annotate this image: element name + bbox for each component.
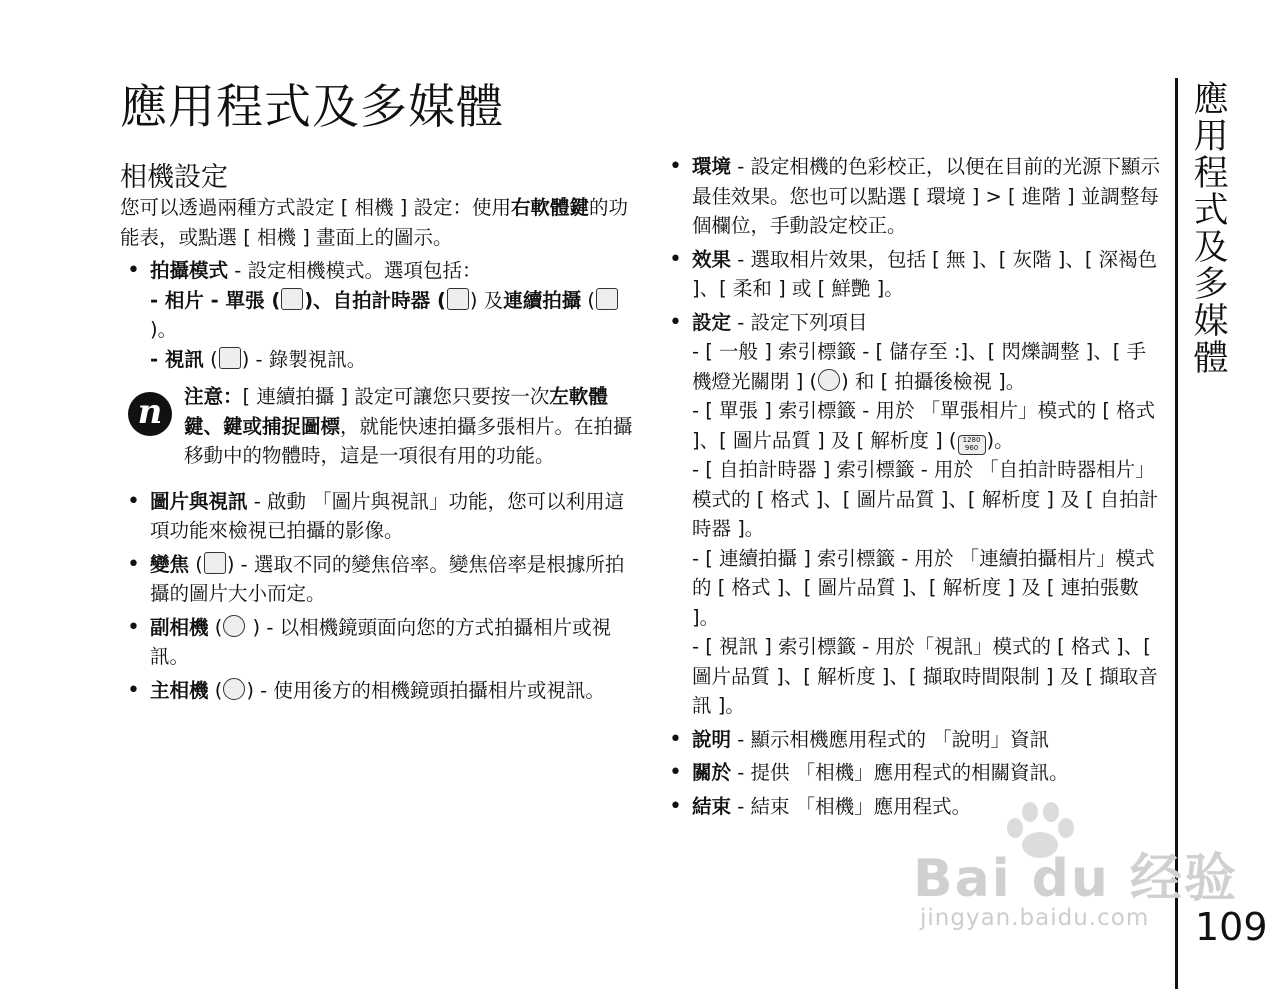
page-number: 109 [1195,905,1268,949]
list-item-environment [662,152,1162,241]
secondary-camera-icon [223,615,245,637]
flash-off-icon [818,369,840,391]
section-heading: 相機設定 [120,162,228,193]
single-text: - [ 單張 ] 索引標籤 - 用於 「單張相片」模式的 [ 格式 ]、[ 圖片品質 ] 及 [ 解析度 ] ( [692,399,1156,452]
term: 關於 [692,761,732,784]
desc: ) - 選取不同的變焦倍率。變焦倍率是根據所拍攝的圖片大小而定。 [150,552,625,605]
self-timer-icon [447,288,469,310]
desc: - 設定相機模式。選項包括： [228,259,482,282]
burst-mode-icon [596,288,618,310]
term: 變焦 [150,552,190,576]
paren-close: )。 [150,318,178,341]
desc: - 提供 「相機」應用程式的相關資訊。 [731,761,1069,784]
desc: - 設定下列項目 [731,310,868,334]
note-term: 左軟體鍵、鍵或捕捉圖標 [184,385,608,438]
desc: ) - 使用後方的相機鏡頭拍攝相片或視訊。 [246,678,605,702]
intro-term: 右軟體鍵 [511,196,590,219]
paren-open: ( [208,615,223,639]
settings-single-tab [662,396,1162,455]
resolution-icon [958,435,986,455]
note-icon: n [128,392,172,436]
zoom-icon [204,552,226,574]
self-timer-label: )、自拍計時器 ( [304,288,446,312]
intro-text-2: 的功能表，或點選 [ 相機 ] 畫面上的圖示。 [120,196,629,249]
general-text: - [ 一般 ] 索引標籤 - [ 儲存至 :]、[ 閃爍調整 ]、[ 手機燈光關閉 ] ( [692,340,1147,393]
desc: - 設定相機的色彩校正，以便在目前的光源下顯示最佳效果。您也可以點選 [ 環境 ] > [ 進階 ] 並調整每個欄位，手動設定校正。 [692,155,1160,237]
list-item-pictures-videos [120,487,635,546]
left-column [120,193,635,705]
list-item-main-camera [120,676,635,706]
settings-video-tab: - [ 視訊 ] 索引標籤 - 用於「視訊」模式的 [ 格式 ]、[ 圖片品質 ]、[ 解析度 ]、[ 擷取時間限制 ] 及 [ 擷取音訊 ]。 [692,635,1158,717]
note-text: [ 連續拍攝 ] 設定可讓您只要按一次 [242,385,550,408]
term: 效果 [692,247,732,271]
desc: - 選取相片效果，包括 [ 無 ]、[ 灰階 ]、[ 深褐色 ]、[ 柔和 ] 或 [ 鮮艷 ]。 [692,247,1158,300]
side-chapter-title: 應用程式及多媒體 [1188,80,1228,376]
term: 環境 [692,155,732,178]
general-text-2: ) 和 [ 拍攝後檢視 ]。 [841,369,1026,393]
term: 說明 [692,727,732,751]
term: 圖片與視訊 [150,489,248,513]
right-column [662,152,1162,821]
list-item-about [662,758,1162,788]
desc: - 顯示相機應用程式的 「說明」資訊 [731,727,1050,751]
capture-photo-options [120,286,635,345]
main-camera-icon [223,678,245,700]
paren-open: ( [189,552,203,576]
paren-open: ( [581,288,596,312]
note-label: 注意： [184,385,243,408]
desc: - 結束 「相機」應用程式。 [731,794,972,818]
watermark-url: jingyan.baidu.com [920,905,1150,931]
paren-open: ( [203,347,218,371]
list-item-help [662,725,1162,755]
video-label: - 視訊 [150,347,204,371]
list-item-effects [662,245,1162,304]
list-item-settings [662,308,1162,338]
settings-general-tab [662,337,1162,396]
intro-paragraph [120,193,635,252]
photo-single-label: - 相片 - 單張 ( [150,288,281,312]
single-text-2: )。 [986,428,1014,452]
term: 副相機 [150,615,209,639]
term: 結束 [692,794,732,818]
paren-open: ( [208,678,223,702]
desc: - 啟動 「圖片與視訊」功能，您可以利用這項功能來檢視已拍攝的影像。 [150,489,625,542]
page-title: 應用程式及多媒體 [120,80,504,135]
desc: ) - 以相機鏡頭面向您的方式拍攝相片或視訊。 [150,615,612,668]
video-desc: ) - 錄製視訊。 [241,347,367,371]
list-item-exit [662,792,1162,822]
resolution-icon-width: 1280 [962,435,981,444]
burst-label: 連續拍攝 [503,288,582,312]
capture-video-option [120,345,635,375]
term: 設定 [692,310,732,334]
note-box [120,382,635,471]
intro-text: 您可以透過兩種方式設定 [ 相機 ] 設定：使用 [120,196,512,219]
resolution-icon-height: 960 [964,443,979,452]
watermark-brand: Bai du 经验 [913,849,1238,909]
single-shot-icon [281,288,303,310]
term: 主相機 [150,678,209,702]
video-camera-icon [219,347,241,369]
settings-burst-tab: - [ 連續拍攝 ] 索引標籤 - 用於 「連續拍攝相片」模式的 [ 格式 ]、[ 圖片品質 ]、[ 解析度 ] 及 [ 連拍張數 ]。 [692,546,1155,629]
list-item-zoom [120,550,635,609]
list-item-capture-mode [120,256,635,286]
note-text-2: ，就能快速拍攝多張相片。在拍攝移動中的物體時，這是一項很有用的功能。 [184,414,633,467]
and-text: ) 及 [469,288,504,312]
term: 拍攝模式 [150,259,229,282]
list-item-secondary-camera [120,613,635,672]
settings-timer-tab: - [ 自拍計時器 ] 索引標籤 - 用於 「自拍計時器相片」模式的 [ 格式 ]、[ 圖片品質 ]、[ 解析度 ] 及 [ 自拍計時器 ]。 [692,458,1159,540]
